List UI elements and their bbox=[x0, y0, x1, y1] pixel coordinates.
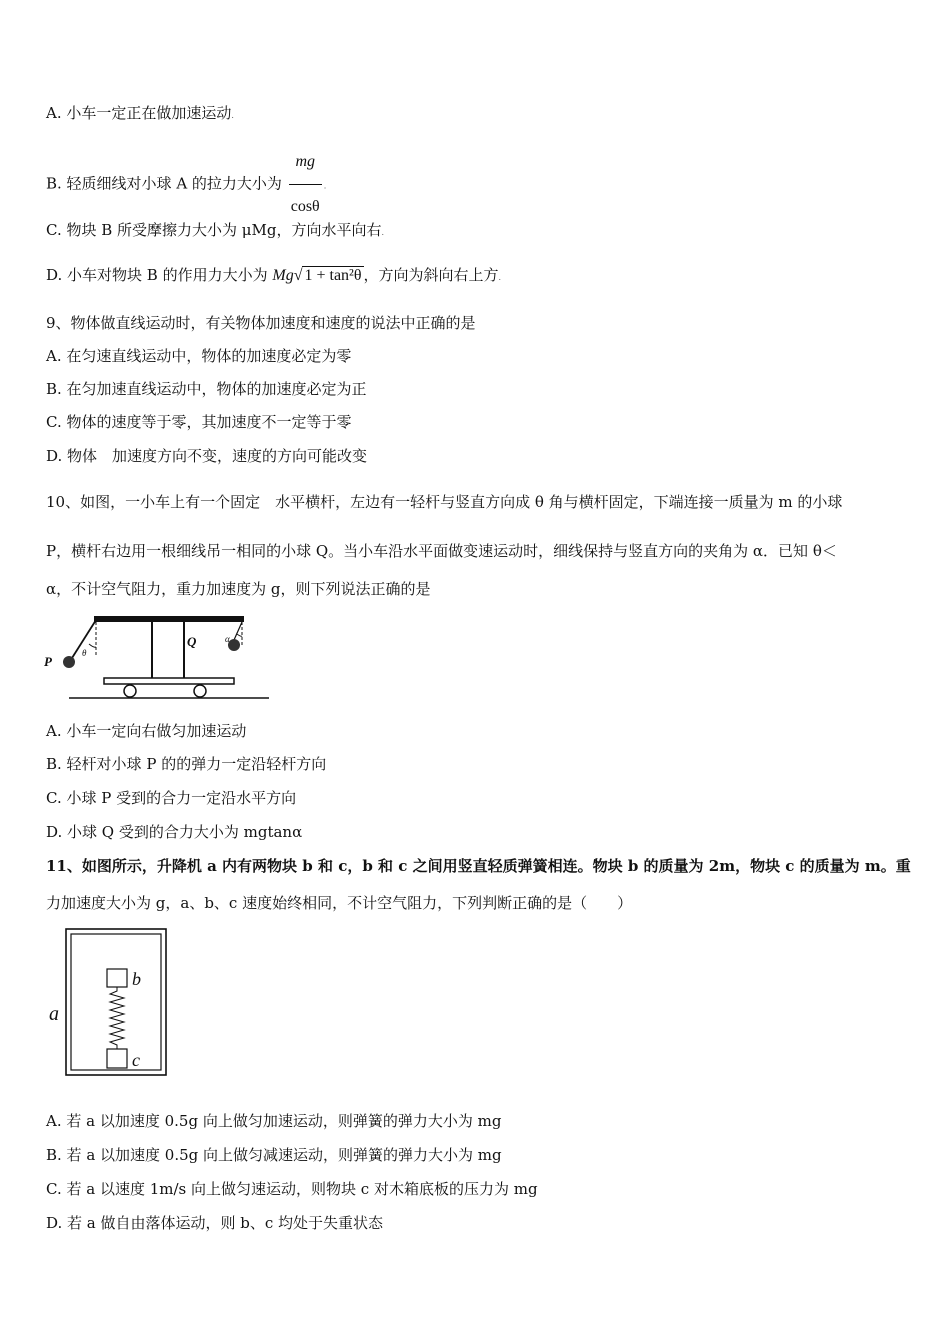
q10-stem-line-1: 10、如图，一小车上有一个固定 水平横杆，左边有一轻杆与竖直方向成 θ 角与横杆固定，下端连接一质量为 m 的小球 bbox=[46, 493, 843, 511]
label-b: b bbox=[132, 969, 141, 989]
q8-option-c: C. 物块 B 所受摩擦力大小为 μMg，方向水平向右. bbox=[46, 221, 385, 239]
ball-q bbox=[228, 639, 240, 651]
q11-option-b: B. 若 a 以加速度 0.5g 向上做匀减速运动，则弹簧的弹力大小为 mg bbox=[46, 1146, 502, 1164]
q9-option-d: D. 物体 加速度方向不变，速度的方向可能改变 bbox=[46, 447, 368, 465]
q11-stem-line-1: 11、如图所示，升降机 a 内有两物块 b 和 c，b 和 c 之间用竖直轻质弹簧相连。物块 b 的质量为 2m，物块 c 的质量为 m。重 bbox=[46, 857, 911, 875]
label-a: a bbox=[49, 1003, 59, 1025]
block-b bbox=[107, 969, 127, 987]
label-p: P bbox=[44, 654, 52, 669]
cart-wheel-left bbox=[124, 685, 136, 697]
ball-p bbox=[63, 656, 75, 668]
label-c: c bbox=[132, 1050, 140, 1070]
q9-option-b: B. 在匀加速直线运动中，物体的加速度必定为正 bbox=[46, 380, 367, 398]
q10-stem-line-3: α，不计空气阻力，重力加速度为 g，则下列说法正确的是 bbox=[46, 580, 431, 598]
q10-option-b: B. 轻杆对小球 P 的的弹力一定沿轻杆方向 bbox=[46, 755, 327, 773]
label-alpha: α bbox=[225, 634, 230, 644]
angle-arc-theta bbox=[89, 644, 96, 647]
q8-option-d-formula: Mg√ 1 + tan²θ bbox=[272, 267, 362, 284]
q11-option-d: D. 若 a 做自由落体运动，则 b、c 均处于失重状态 bbox=[46, 1214, 384, 1232]
q9-option-c: C. 物体的速度等于零，其加速度不一定等于零 bbox=[46, 413, 352, 431]
q8-option-b-fraction: $\frac{mg}{\cos\theta}$ bbox=[289, 140, 322, 229]
q10-option-a: A. 小车一定向右做匀加速运动 bbox=[46, 722, 247, 740]
elevator-figure bbox=[44, 925, 174, 1080]
q9-stem: 9、物体做直线运动时，有关物体加速度和速度的说法中正确的是 bbox=[46, 314, 476, 332]
label-q: Q bbox=[187, 634, 197, 649]
cart-figure bbox=[44, 612, 274, 704]
q9-option-a: A. 在匀速直线运动中，物体的加速度必定为零 bbox=[46, 347, 352, 365]
q10-stem-line-2: P，横杆右边用一根细线吊一相同的小球 Q。当小车沿水平面做变速运动时，细线保持与竖直方向的夹角为 α．已知 θ＜ bbox=[46, 542, 837, 560]
spring bbox=[110, 987, 124, 1049]
block-c bbox=[107, 1049, 127, 1068]
cart-top-bar bbox=[94, 616, 244, 622]
angle-arc-alpha bbox=[237, 634, 242, 636]
q10-option-d: D. 小球 Q 受到的合力大小为 mgtanα bbox=[46, 823, 303, 841]
cart-base bbox=[104, 678, 234, 684]
q11-option-a: A. 若 a 以加速度 0.5g 向上做匀加速运动，则弹簧的弹力大小为 mg bbox=[46, 1112, 502, 1130]
q10-option-c: C. 小球 P 受到的合力一定沿水平方向 bbox=[46, 789, 297, 807]
q8-option-a: A. 小车一定正在做加速运动. bbox=[46, 104, 234, 122]
label-theta: θ bbox=[82, 648, 87, 658]
q8-option-d: D. 小车对物块 B 的作用力大小为 Mg√ 1 + tan²θ ，方向为斜向右上方. bbox=[46, 266, 502, 284]
string-q bbox=[234, 622, 242, 640]
cart-wheel-right bbox=[194, 685, 206, 697]
q11-option-c: C. 若 a 以速度 1m/s 向上做匀速运动，则物块 c 对木箱底板的压力为 mg bbox=[46, 1180, 538, 1198]
q8-option-b: B. 轻质细线对小球 A 的拉力大小为 $\frac{mg}{\cos\theta}$ . bbox=[46, 140, 326, 229]
q11-stem-line-2: 力加速度大小为 g，a、b、c 速度始终相同，不计空气阻力，下列判断正确的是（ ） bbox=[46, 894, 633, 912]
